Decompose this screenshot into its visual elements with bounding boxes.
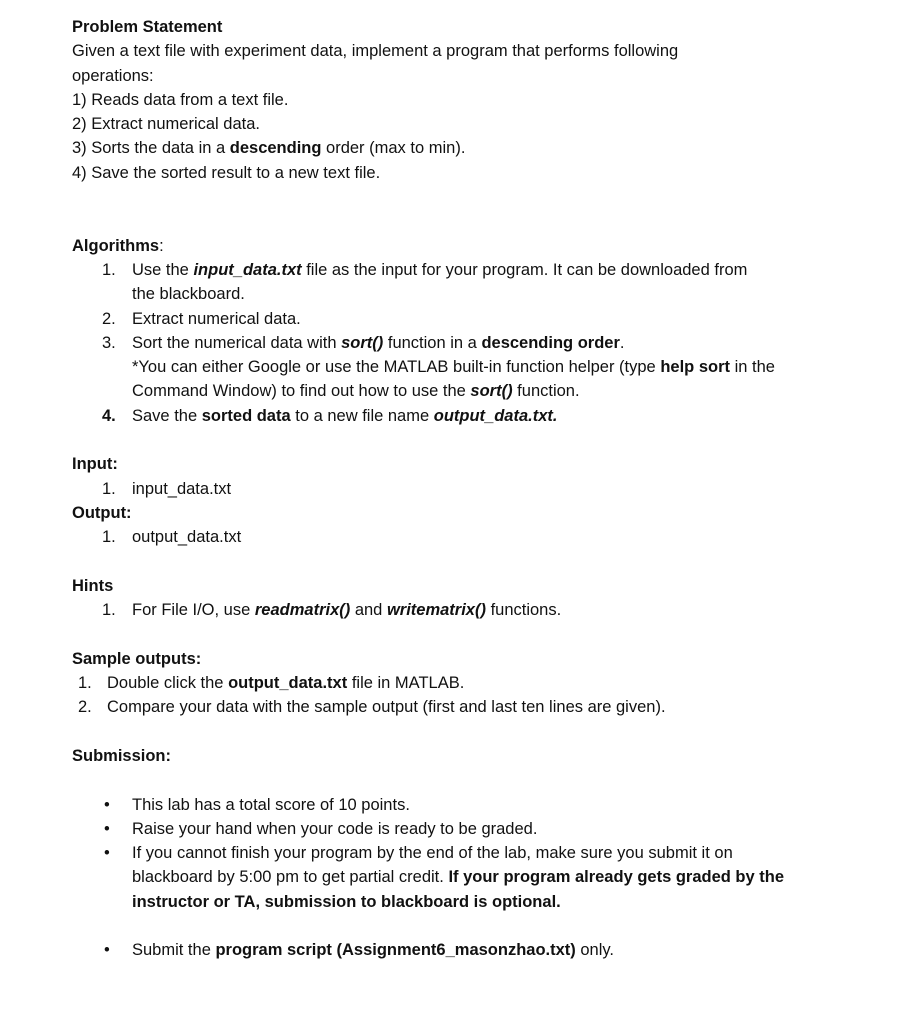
sample-outputs-section — [72, 647, 872, 720]
problem-step-2: 2) Extract numerical data. — [72, 115, 260, 134]
input-item-1: 1. input_data.txt — [102, 479, 232, 498]
bullet-icon: • — [104, 844, 110, 863]
problem-step-4: 4) Save the sorted result to a new text file. — [72, 163, 381, 182]
algorithms-heading: Algorithms: — [72, 236, 164, 255]
input-heading: Input: — [72, 455, 118, 474]
output-item-1: 1. output_data.txt — [102, 528, 242, 547]
algorithm-item-2: 2. Extract numerical data. — [102, 309, 301, 328]
submission-heading: Submission: — [72, 746, 172, 765]
submission-section — [72, 744, 872, 963]
sample-outputs-heading: Sample outputs: — [72, 649, 202, 668]
assignment-document — [72, 15, 872, 963]
output-heading: Output: — [72, 503, 132, 522]
problem-step-3: 3) Sorts the data in a descending order (max to min). — [72, 139, 466, 158]
submission-bullet-2: • Raise your hand when your code is ready to be graded. — [72, 817, 872, 841]
algorithm-item-4: 4. Save the sorted data to a new file name output_data.txt. — [102, 406, 558, 425]
algorithms-section — [72, 234, 872, 428]
algorithm-item-1: 1. Use the input_data.txt file as the input for your program. It can be downloaded from the blackboard. — [102, 260, 748, 304]
submission-bullet-1: • This lab has a total score of 10 points. — [72, 793, 872, 817]
submission-bullet-3: • If you cannot finish your program by the end of the lab, make sure you submit it on blackboard by 5:00 pm to get partial credit. If your program already gets graded by the instructor or TA, submission to blackboard is optional. — [72, 841, 872, 914]
submission-bullet-4: • Submit the program script (Assignment6_masonzhao.txt) only. — [72, 938, 872, 962]
hint-item-1: 1. For File I/O, use readmatrix() and writematrix() functions. — [102, 601, 562, 620]
bullet-icon: • — [104, 795, 110, 814]
output-section — [72, 501, 872, 550]
sample-item-2: 2. Compare your data with the sample output (first and last ten lines are given). — [78, 698, 666, 717]
problem-statement-section — [72, 15, 872, 185]
hints-section — [72, 574, 872, 623]
problem-intro-line-2: operations: — [72, 66, 154, 85]
hints-heading: Hints — [72, 576, 114, 595]
problem-intro-line-1: Given a text file with experiment data, implement a program that performs following — [72, 42, 679, 61]
problem-step-1: 1) Reads data from a text file. — [72, 90, 289, 109]
problem-statement-heading: Problem Statement — [72, 18, 223, 36]
input-section — [72, 452, 872, 501]
algorithm-item-3: 3. Sort the numerical data with sort() function in a descending order. *You can either Google or use the MATLAB built-in function helper (type help sort in the Command Window) to find out how to use the sort() function. — [102, 333, 775, 401]
sample-item-1: 1. Double click the output_data.txt file in MATLAB. — [78, 674, 465, 693]
bullet-icon: • — [104, 941, 110, 960]
bullet-icon: • — [104, 819, 110, 838]
